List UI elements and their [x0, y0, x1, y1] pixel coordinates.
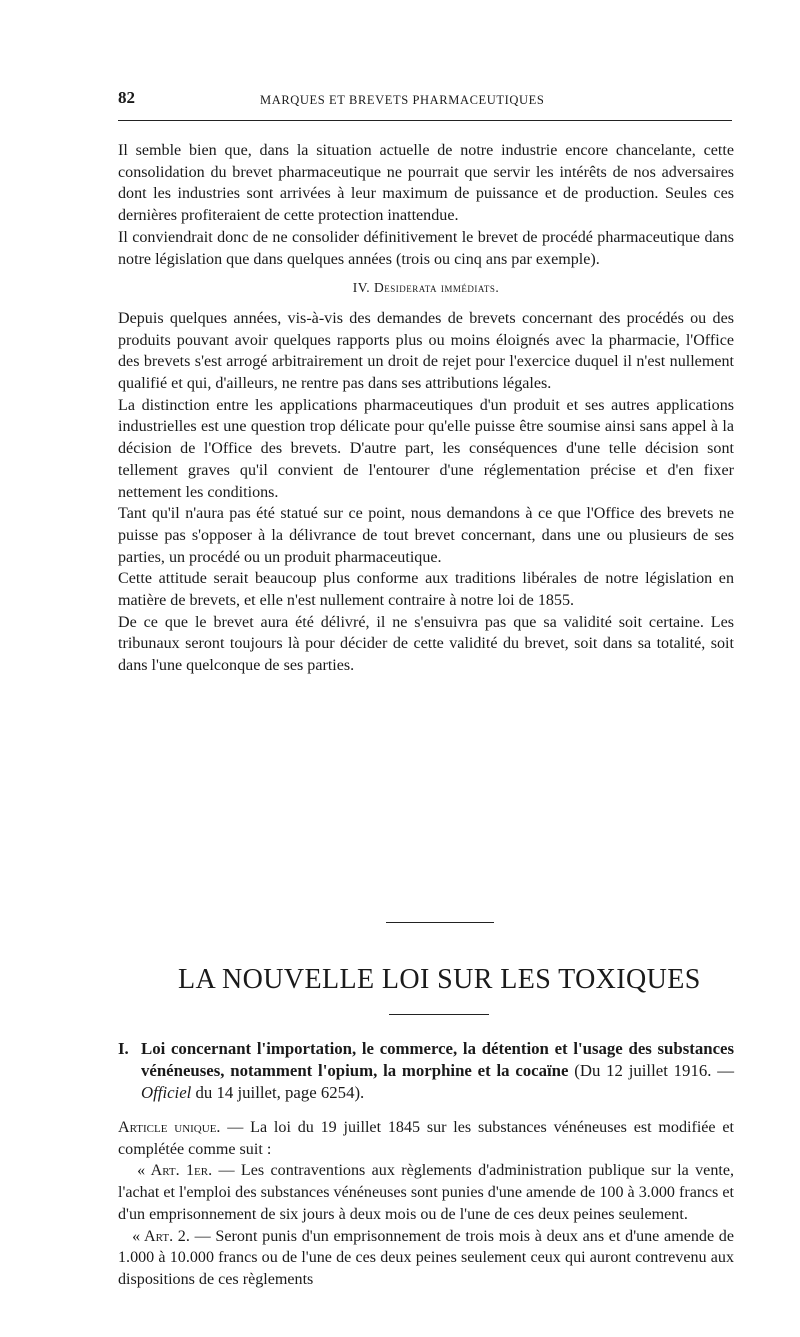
page-header — [118, 88, 736, 118]
section-heading — [118, 277, 734, 299]
law-title: Loi concernant l'importation, le commerce, la détention et l'usage des substances vénéneuses, notamment l'opium, la morphine et la cocaïne — [141, 1039, 734, 1080]
law-number: I. — [118, 1039, 129, 1058]
paragraph: Depuis quelques années, vis-à-vis des demandes de brevets concernant des procédés ou des produits pouvant avoir quelques rapports plus ou moins éloignés avec la pharmacie, l'Office des brevets s'est arrogé arbitrairement un droit de rejet pour l'exercice duquel il n'est nullement qualifié et qui, d'ailleurs, ne rentre pas dans ses attributions légales. — [118, 309, 734, 393]
section-number: IV. — [352, 280, 371, 296]
paragraph: Cette attitude serait beaucoup plus conforme aux traditions libérales de notre législation en matière de brevets, et elle n'est nullement contraire à notre loi de 1855. — [118, 570, 734, 610]
law-date-suffix: du 14 juillet, page 6254). — [191, 1083, 365, 1102]
section-body — [118, 140, 734, 677]
law-heading — [118, 1038, 734, 1104]
article-unique — [118, 1117, 734, 1160]
art2-text: — Seront punis d'un emprisonnement de trois mois à deux ans et d'une amende de 1.000 à 10.000 francs ou de l'une de ces deux peines seulement ceux qui auront contrevenu aux dispositions de ces règlements — [118, 1227, 734, 1288]
paragraph: Il conviendrait donc de ne consolider définitivement le brevet de procédé pharmaceutique dans notre législation que dans quelques années (trois ou cinq ans par exemple). — [118, 228, 734, 268]
header-rule — [118, 120, 732, 121]
law-heading-text — [118, 1038, 734, 1104]
paragraph: De ce que le brevet aura été délivré, il ne s'ensuivra pas que sa validité soit certaine. Les tribunaux seront toujours là pour décider de cette validité du brevet, soit dans sa totalité, soit dans l'une quelconque de ses parties. — [118, 613, 734, 675]
running-head: MARQUES ET BREVETS PHARMACEUTIQUES — [260, 93, 545, 107]
page-number: 82 — [118, 88, 135, 107]
article-intro: — La loi du 19 juillet 1845 sur les substances vénéneuses est modifiée et complétée comme suit : — [118, 1119, 734, 1158]
section-divider — [386, 922, 494, 923]
law-articles — [118, 1117, 734, 1291]
art1-text: — Les contraventions aux règlements d'administration publique sur la vente, l'achat et l'emploi des substances vénéneuses sont punies d'une amende de 100 à 3.000 francs et d'un emprisonnement de six jours à deux mois ou de l'une de ces deux peines seulement. — [118, 1162, 735, 1223]
paragraph: Tant qu'il n'aura pas été statué sur ce point, nous demandons à ce que l'Office des brevets ne puisse pas s'opposer à la délivrance de tout brevet concernant, dans une ou plusieurs de ses parties, un procédé ou un produit pharmaceutique. — [118, 505, 734, 566]
document-page — [118, 88, 736, 1288]
law-source: Officiel — [141, 1083, 192, 1102]
article-1 — [118, 1160, 734, 1225]
paragraph: Il semble bien que, dans la situation actuelle de notre industrie encore chancelante, cette consolidation du brevet pharmaceutique ne pourrait que servir les intérêts de nos adversaires dont les industries sont arrivées à leur maximum de puissance et de production. Seules ces dernières profiteraient de cette protection inattendue. — [118, 142, 734, 225]
section-title: Desiderata immédiats. — [373, 280, 500, 296]
title-divider — [389, 1014, 489, 1015]
art1-label: « Art. 1er. — [137, 1162, 213, 1180]
article-2 — [118, 1226, 734, 1291]
law-date-prefix: (Du 12 juillet 1916. — — [574, 1061, 734, 1080]
article-label: Article unique. — [118, 1119, 221, 1136]
article-title: LA NOUVELLE LOI SUR LES TOXIQUES — [178, 964, 701, 995]
art2-label: « Art. 2. — [132, 1227, 190, 1245]
paragraph: La distinction entre les applications pharmaceutiques d'un produit et ses autres applications industrielles est une question trop délicate pour qu'elle puisse être soumise ainsi sans appel à la décision de l'Office des brevets. D'autre part, les conséquences d'une telle décision sont tellement graves qu'il convient de l'entourer d'une réglementation précise et d'en fixer nettement les conditions. — [118, 396, 734, 501]
